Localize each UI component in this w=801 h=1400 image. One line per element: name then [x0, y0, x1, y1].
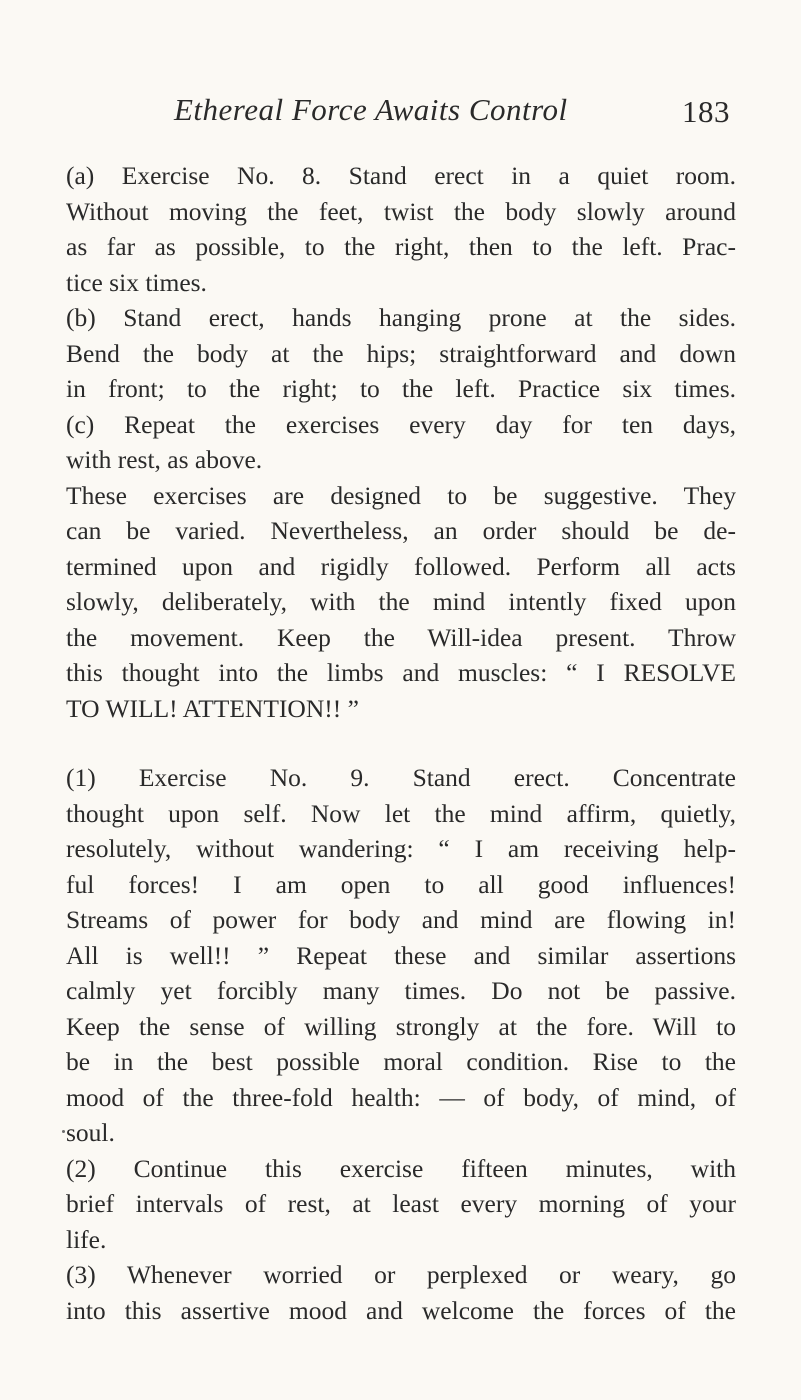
- book-page: [66, 0, 736, 1400]
- text-line: Keep the sense of willing strongly at the fore. Will to: [66, 1011, 736, 1041]
- text-line: be in the best possible moral condition. Rise to the: [66, 1047, 736, 1076]
- text-line: ful forces! I am open to all good influences!: [66, 869, 736, 899]
- text-line: Without moving the feet, twist the body slowly around: [66, 196, 736, 226]
- body-text: [66, 158, 736, 1328]
- text-line: can be varied. Nevertheless, an order should be de-: [66, 516, 736, 545]
- text-line: resolutely, without wandering: “ I am receiving help-: [66, 834, 736, 863]
- text-line: (c) Repeat the exercises every day for ten days,: [66, 409, 736, 439]
- text-line: soul.: [66, 1118, 115, 1147]
- text-line: in front; to the right; to the left. Practice six times.: [66, 374, 736, 403]
- text-line: All is well!! ” Repeat these and similar assertions: [66, 940, 736, 970]
- text-line: the movement. Keep the Will-idea present. Throw: [66, 622, 736, 652]
- text-line: into this assertive mood and welcome the forces of the: [66, 1295, 736, 1325]
- text-line: slowly, deliberately, with the mind intently fixed upon: [66, 587, 736, 616]
- text-line: this thought into the limbs and muscles: “ I RESOLVE: [66, 658, 736, 687]
- running-head: [66, 92, 736, 140]
- text-line: brief intervals of rest, at least every morning of your: [66, 1189, 736, 1218]
- text-line: Streams of power for body and mind are flowing in!: [66, 905, 736, 934]
- text-line: (a) Exercise No. 8. Stand erect in a quiet room.: [66, 161, 736, 190]
- text-line: mood of the three-fold health: — of body, of mind, of: [66, 1082, 736, 1112]
- paper-speck: [62, 1130, 65, 1133]
- text-line: (1) Exercise No. 9. Stand erect. Concentrate: [66, 763, 736, 792]
- text-line: TO WILL! ATTENTION!! ”: [66, 693, 359, 723]
- text-line: Bend the body at the hips; straightforward and down: [66, 338, 736, 368]
- text-line: with rest, as above.: [66, 445, 263, 474]
- section-gap: [66, 726, 736, 760]
- text-line: tice six times.: [66, 267, 207, 297]
- text-line: as far as possible, to the right, then to the left. Prac-: [66, 232, 736, 261]
- text-line: thought upon self. Now let the mind affirm, quietly,: [66, 798, 736, 828]
- text-line: These exercises are designed to be suggestive. They: [66, 480, 736, 510]
- text-line: (2) Continue this exercise fifteen minutes, with: [66, 1153, 736, 1183]
- text-line: termined upon and rigidly followed. Perform all acts: [66, 551, 736, 581]
- text-line: (3) Whenever worried or perplexed or weary, go: [66, 1260, 736, 1289]
- running-title: Ethereal Force Awaits Control: [174, 92, 568, 127]
- text-line: (b) Stand erect, hands hanging prone at the sides.: [66, 303, 736, 332]
- text-line: calmly yet forcibly many times. Do not be passive.: [66, 976, 736, 1005]
- text-line: life.: [66, 1224, 107, 1254]
- page-number: 183: [682, 94, 730, 129]
